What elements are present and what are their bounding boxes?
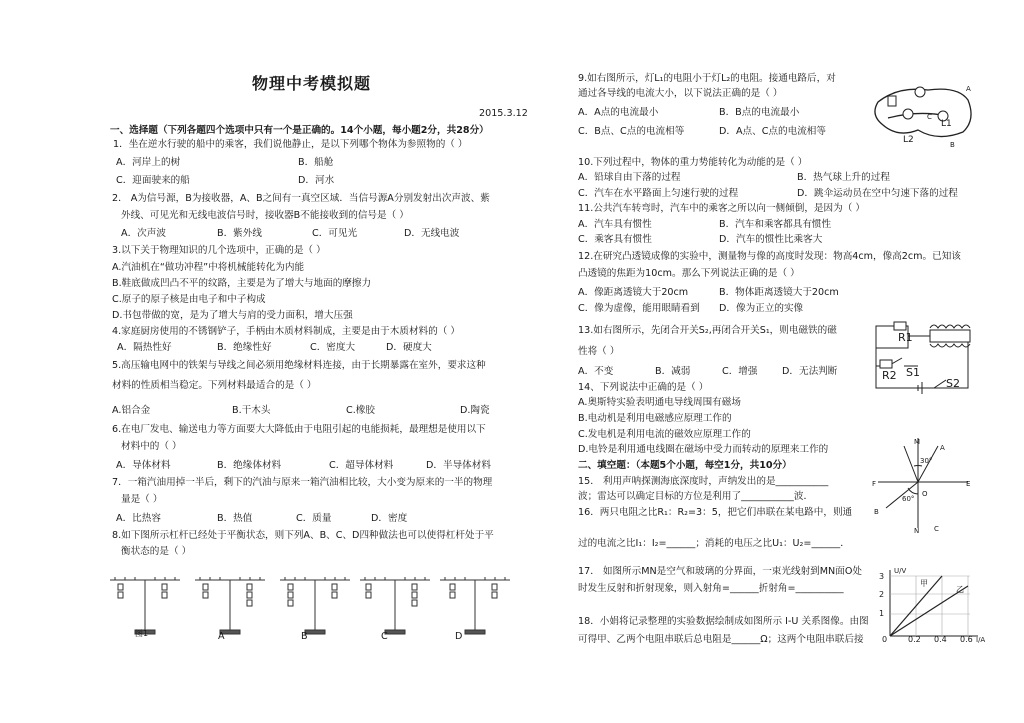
q2-option-b: B．紫外线 xyxy=(217,228,262,239)
q14-option-c: C.发电机是利用电流的磁效应原理工作的 xyxy=(578,429,751,440)
circuit9-label-a: A xyxy=(966,85,971,93)
lever-label-a: A xyxy=(218,631,225,642)
optics-label-m: M xyxy=(914,438,921,446)
optics-diagram-q17 xyxy=(868,436,978,536)
lever-label-d: D xyxy=(455,631,463,642)
optics-label-b: B xyxy=(874,508,879,516)
q2-option-d: D．无线电波 xyxy=(404,228,460,239)
q2-stem: 2． A为信号源，B为接收器，A、B之间有一真空区域．当信号源A分别发射出次声波、紫 xyxy=(112,193,490,204)
circuit9-label-b: B xyxy=(950,141,955,149)
q7-option-c: C．质量 xyxy=(296,513,332,524)
circuit9-label-l1: L1 xyxy=(941,119,952,129)
graph-tick-y1: 1 xyxy=(879,609,885,618)
q7-option-b: B．热值 xyxy=(217,513,253,524)
q14-option-d: D.电铃是利用通电线圈在磁场中受力而转动的原理来工作的 xyxy=(578,444,829,455)
q3-stem: 3.以下关于物理知识的几个选项中，正确的是（ ） xyxy=(112,245,326,256)
q12-option-d: D．像为正立的实像 xyxy=(719,303,804,314)
q5-option-b: B.干木头 xyxy=(232,405,271,416)
optics-label-angle60: 60° xyxy=(902,495,915,503)
q18-stem: 18．小娟将记录整理的实验数据绘制成如图所示 I-U 关系图像。由图 xyxy=(578,616,869,627)
q3-option-d: D.书包带做的宽，是为了增大与肩的受力面积，增大压强 xyxy=(112,310,353,321)
graph-tick-x0: 0 xyxy=(882,635,888,644)
q17-stem-cont: 时发生反射和折射现象，则入射角=______折射角=__________ xyxy=(578,583,844,594)
q6-option-d: D．半导体材料 xyxy=(426,460,491,471)
optics-label-a: A xyxy=(940,444,945,452)
graph-tick-y2: 2 xyxy=(879,590,885,599)
q13-option-b: B．减弱 xyxy=(655,366,691,377)
q13-stem-cont: 性将（ ） xyxy=(578,346,620,357)
q14-option-b: B.电动机是利用电磁感应原理工作的 xyxy=(578,413,732,424)
q8-stem-cont: 衡状态的是（ ） xyxy=(121,546,192,557)
q3-option-b: B.鞋底做成凹凸不平的纹路，主要是为了增大与地面的摩擦力 xyxy=(112,278,372,289)
q9-option-b: B．B点的电流最小 xyxy=(719,107,800,118)
graph-label-xlabel: I/A xyxy=(976,636,986,644)
lever-figure-b xyxy=(280,577,350,634)
q16-stem-cont: 过的电流之比I₁：I₂=______；消耗的电压之比U₁：U₂=______． xyxy=(578,538,850,549)
q13-option-c: C．增强 xyxy=(722,366,758,377)
q18-stem-cont: 可得甲、乙两个电阻串联后总电阻是______Ω；这两个电阻串联后接 xyxy=(578,634,864,645)
q10-option-c: C．汽车在水平路面上匀速行驶的过程 xyxy=(578,188,739,199)
q10-option-d: D．跳伞运动员在空中匀速下落的过程 xyxy=(797,188,958,199)
lever-label-c: C xyxy=(381,631,388,642)
q12-option-c: C．像为虚像，能用眼睛看到 xyxy=(578,303,700,314)
q1-option-b: B．船舱 xyxy=(298,157,334,168)
graph-tick-x02: 0.2 xyxy=(908,635,921,644)
q11-stem: 11.公共汽车转弯时，汽车中的乘客之所以向一侧倾倒，是因为（ ） xyxy=(578,203,865,214)
lever-figure-d xyxy=(440,577,510,634)
optics-label-f: F xyxy=(872,480,877,488)
page-title: 物理中考模拟题 xyxy=(252,74,372,93)
graph-label-jia: 甲 xyxy=(920,579,928,588)
q7-option-a: A．比热容 xyxy=(116,513,161,524)
q17-stem: 17． 如图所示MN是空气和玻璃的分界面，一束光线射到MN面O处 xyxy=(578,566,862,577)
circuit9-label-c: C xyxy=(927,113,932,121)
q7-stem: 7．一箱汽油用掉一半后，剩下的汽油与原来一箱汽油相比较，大小变为原来的一半的物理 xyxy=(112,477,493,488)
section-choice-heading: 一、选择题（下列各题四个选项中只有一个是正确的。14个小题，每小题2分，共28分） xyxy=(110,125,489,136)
q14-option-a: A.奥斯特实验表明通电导线周围有磁场 xyxy=(578,397,741,408)
q8-stem: 8.如下图所示杠杆已经处于平衡状态，则下列A、B、C、D四种做法也可以使得杠杆处于平 xyxy=(112,530,494,541)
q11-option-c: C．乘客具有惯性 xyxy=(578,234,652,245)
q9-option-d: D．A点、C点的电流相等 xyxy=(719,126,826,137)
q9-stem: 9.如右图所示，灯L₁的电阻小于灯L₂的电阻。接通电路后，对 xyxy=(578,73,836,84)
graph-tick-x06: 0.6 xyxy=(960,635,973,644)
circuit13-label-r1: R1 xyxy=(898,331,913,344)
q14-stem: 14、下列说法中正确的是（ ） xyxy=(578,382,709,393)
circuit9-label-l2: L2 xyxy=(903,135,914,145)
q6-stem: 6.在电厂发电、输送电力等方面要大大降低由于电阻引起的电能损耗，最理想是使用以下 xyxy=(112,424,486,435)
lever-label-fig1: 图1 xyxy=(135,629,149,638)
q6-option-a: A．导体材料 xyxy=(116,460,171,471)
q15-stem: 15． 利用声呐探测海底深度时，声纳发出的是___________ xyxy=(578,476,829,487)
q13-stem: 13.如右图所示，先闭合开关S₂,再闭合开关S₁，则电磁铁的磁 xyxy=(578,325,837,336)
q6-option-c: C．超导体材料 xyxy=(329,460,394,471)
lever-label-b: B xyxy=(301,631,308,642)
q12-stem-cont: 凸透镜的焦距为10cm。那么下列说法正确的是（ ） xyxy=(578,268,800,279)
q9-option-c: C．B点、C点的电流相等 xyxy=(578,126,685,137)
q9-stem-cont: 通过各导线的电流大小，以下说法正确的是（ ） xyxy=(578,88,783,99)
q11-option-d: D．汽车的惯性比乘客大 xyxy=(719,234,823,245)
q16-stem: 16．两只电阻之比R₁：R₂=3：5，把它们串联在某电路中，则通 xyxy=(578,507,853,518)
q3-option-c: C.原子的原子核是由电子和中子构成 xyxy=(112,294,266,305)
q10-option-a: A．铅球自由下落的过程 xyxy=(578,172,681,183)
q7-option-d: D．密度 xyxy=(371,513,408,524)
q12-stem: 12.在研究凸透镜成像的实验中，测量物与像的高度时发现：物高4cm，像高2cm。已知该 xyxy=(578,251,961,262)
q5-stem: 5.高压输电网中的铁架与导线之间必须用绝缘材料连接，由于长期暴露在室外，要求这种 xyxy=(112,360,486,371)
q1-option-a: A．河岸上的树 xyxy=(116,157,181,168)
exam-date: 2015.3.12 xyxy=(479,108,528,119)
q2-option-c: C．可见光 xyxy=(312,228,358,239)
optics-label-angle30: 30° xyxy=(920,457,933,465)
q4-option-d: D．硬度大 xyxy=(386,342,432,353)
graph-label-yi: 乙 xyxy=(956,585,964,594)
q4-stem: 4.家庭厨房使用的不锈钢铲子，手柄由木质材料制成，主要是由于木质材料的（ ） xyxy=(112,326,460,337)
circuit-diagram-q13 xyxy=(868,318,978,398)
q4-option-a: A．隔热性好 xyxy=(117,342,172,353)
q4-option-b: B．绝缘性好 xyxy=(217,342,272,353)
graph-tick-y3: 3 xyxy=(879,572,885,581)
optics-label-n: N xyxy=(914,527,920,535)
q10-stem: 10.下列过程中，物体的重力势能转化为动能的是（ ） xyxy=(578,157,808,168)
q15-stem-cont: 波；雷达可以确定目标的方位是利用了___________波． xyxy=(578,491,814,502)
circuit13-label-s2: S2 xyxy=(946,377,960,390)
section-fill-heading: 二、填空题：（本题5个小题，每空1分，共10分） xyxy=(578,460,792,471)
q2-stem-cont: 外线、可见光和无线电波信号时，接收器B不能接收到的信号是（ ） xyxy=(121,210,409,221)
q5-option-c: C.橡胶 xyxy=(346,405,375,416)
lever-figure-c xyxy=(360,577,430,634)
graph-tick-x04: 0.4 xyxy=(934,635,947,644)
q7-stem-cont: 量是（ ） xyxy=(121,494,163,505)
q11-option-a: A．汽车具有惯性 xyxy=(578,219,652,230)
circuit13-label-r2: R2 xyxy=(882,369,897,382)
circuit-diagram-q9 xyxy=(868,80,978,150)
q12-option-a: A．像距离透镜大于20cm xyxy=(578,287,689,298)
q4-option-c: C．密度大 xyxy=(310,342,356,353)
q10-option-b: B．热气球上升的过程 xyxy=(797,172,890,183)
q1-option-d: D．河水 xyxy=(298,175,335,186)
q5-stem-cont: 材料的性质相当稳定。下列材料最适合的是（ ） xyxy=(112,380,317,391)
q13-option-d: D．无法判断 xyxy=(782,366,838,377)
q12-option-b: B．物体距离透镜大于20cm xyxy=(719,287,839,298)
q13-option-a: A．不变 xyxy=(578,366,614,377)
q1-stem: 1．坐在逆水行驶的船中的乘客，我们说他静止，是以下列哪个物体为参照物的（ ） xyxy=(113,139,468,150)
q9-option-a: A．A点的电流最小 xyxy=(578,107,659,118)
optics-label-e: E xyxy=(966,480,971,488)
q3-option-a: A.汽油机在“做功冲程”中将机械能转化为内能 xyxy=(112,262,305,273)
lever-figure-a xyxy=(195,577,265,634)
q6-option-b: B．绝缘体材料 xyxy=(217,460,282,471)
q11-option-b: B．汽车和乘客都具有惯性 xyxy=(719,219,832,230)
optics-label-o: O xyxy=(922,490,928,498)
optics-label-c: C xyxy=(934,525,939,533)
q5-option-a: A.铝合金 xyxy=(112,405,151,416)
circuit13-label-s1: S1 xyxy=(906,366,920,379)
q6-stem-cont: 材料中的（ ） xyxy=(121,441,182,452)
q5-option-d: D.陶瓷 xyxy=(460,405,490,416)
q1-option-c: C．迎面驶来的船 xyxy=(116,175,190,186)
q2-option-a: A．次声波 xyxy=(121,228,166,239)
lever-figure-1 xyxy=(110,577,180,634)
graph-label-ylabel: U/V xyxy=(894,567,907,575)
